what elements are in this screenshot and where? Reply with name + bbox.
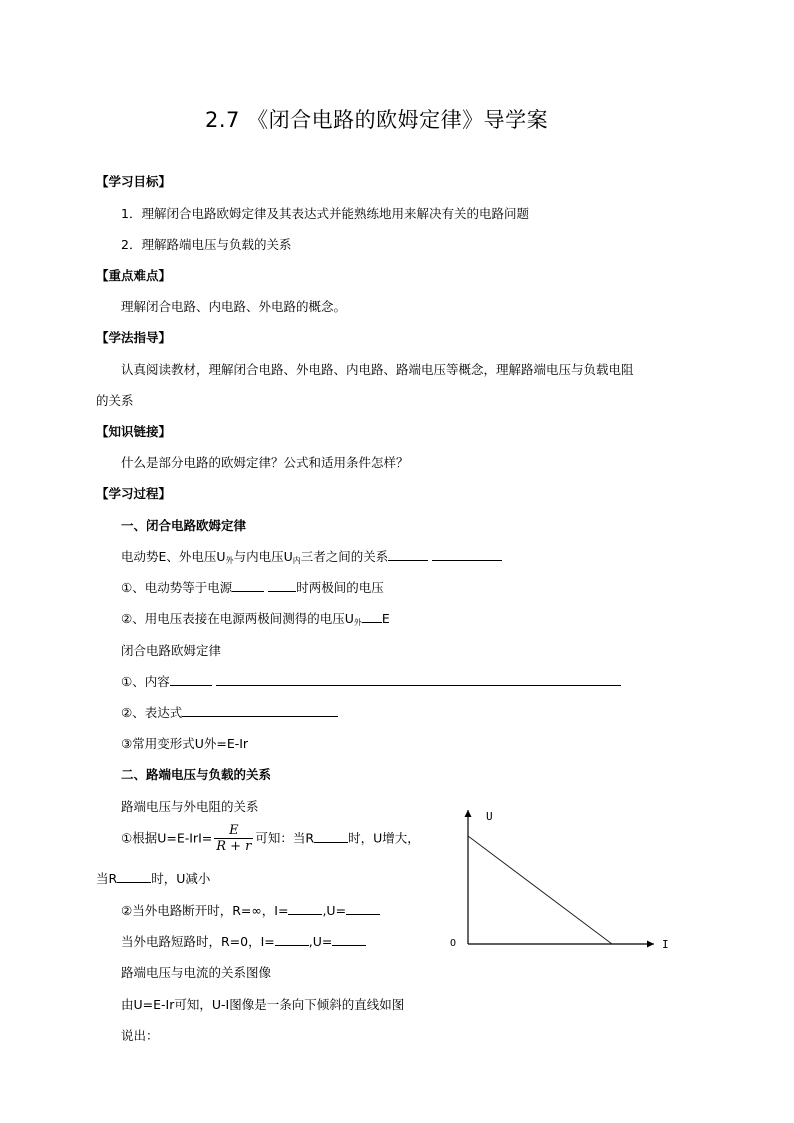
link-heading: 【知识链接】 — [96, 424, 172, 439]
emf-suffix: 时两极间的电压 — [296, 580, 384, 595]
expr-blank[interactable] — [182, 703, 338, 717]
meter-line — [121, 609, 390, 628]
relation-sub-1: 外 — [225, 556, 234, 565]
basis-suffix: 时，U增大， — [348, 830, 420, 846]
part2-heading: 二、路端电压与负载的关系 — [121, 767, 272, 782]
basis-line — [121, 823, 420, 855]
expr-label: ②、表达式 — [121, 705, 183, 720]
relation-line — [121, 547, 502, 566]
explain-line: 说出： — [121, 1028, 159, 1043]
goal-item-1: 1．理解闭合电路欧姆定律及其表达式并能熟练地用来解决有关的电路问题 — [121, 206, 529, 221]
open-circuit-line — [121, 901, 380, 919]
goal-item-2: 2．理解路端电压与负载的关系 — [121, 237, 292, 252]
meter-blank[interactable] — [362, 609, 382, 623]
method-line-1: 认真阅读教材，理解闭合电路、外电路、内电路、路端电压等概念，理解路端电压与负载电阻 — [121, 362, 634, 377]
u-i-graph — [440, 800, 680, 960]
short-mid: ,U= — [308, 934, 333, 949]
emf-blank-2[interactable] — [268, 578, 296, 592]
short-circuit-line — [121, 932, 366, 950]
when-prefix: 当R — [96, 871, 118, 886]
meter-suffix: E — [381, 611, 390, 626]
short-prefix: 当外电路短路时，R=0，I= — [121, 934, 275, 949]
relation-blank-2[interactable] — [432, 547, 502, 561]
part2-intro: 路端电压与外电阻的关系 — [121, 799, 259, 814]
method-line-2: 的关系 — [96, 393, 134, 408]
key-heading: 【重点难点】 — [96, 268, 172, 283]
when-line — [96, 869, 210, 887]
basis-blank[interactable] — [314, 829, 348, 843]
ui-heading: 路端电压与电流的关系图像 — [121, 965, 272, 980]
relation-blank-1[interactable] — [388, 547, 428, 561]
meter-prefix: ②、用电压表接在电源两极间测得的电压U — [121, 611, 354, 626]
short-blank-1[interactable] — [275, 932, 309, 946]
emf-blank-1[interactable] — [232, 578, 264, 592]
relation-sub-2: 内 — [292, 556, 301, 565]
variant-line: ③常用变形式U外=E-Ir — [121, 736, 249, 751]
content-blank-1[interactable] — [170, 672, 212, 686]
basis-prefix: ①根据U=E-IrI= — [121, 830, 213, 846]
link-text: 什么是部分电路的欧姆定律？公式和适用条件怎样？ — [121, 455, 409, 470]
open-blank-2[interactable] — [346, 901, 380, 915]
relation-suffix: 三者之间的关系 — [300, 549, 389, 564]
ui-text: 由U=E-Ir可知，U-I图像是一条向下倾斜的直线如图 — [121, 997, 405, 1012]
emf-line — [121, 578, 384, 596]
document-title: 2.7 《闭合电路的欧姆定律》导学案 — [205, 108, 549, 132]
meter-sub: 外 — [353, 618, 362, 627]
expr-line — [121, 703, 338, 721]
open-prefix: ②当外电路断开时，R=∞，I= — [121, 903, 289, 918]
when-blank[interactable] — [117, 869, 151, 883]
open-blank-1[interactable] — [288, 901, 322, 915]
open-mid: ,U= — [322, 903, 347, 918]
content-blank-2[interactable] — [216, 672, 621, 686]
relation-mid: 与内电压U — [233, 549, 293, 564]
content-line — [121, 672, 621, 690]
key-text: 理解闭合电路、内电路、外电路的概念。 — [121, 299, 347, 314]
u-i-line — [468, 836, 612, 944]
relation-prefix: 电动势E、外电压U — [121, 549, 226, 564]
origin-label: O — [450, 938, 457, 949]
fraction-denominator: R + r — [216, 839, 252, 854]
content-label: ①、内容 — [121, 674, 170, 689]
when-suffix: 时，U减小 — [151, 871, 211, 886]
y-axis-label: U — [486, 810, 493, 823]
emf-prefix: ①、电动势等于电源 — [121, 580, 233, 595]
short-blank-2[interactable] — [332, 932, 366, 946]
law-heading: 闭合电路欧姆定律 — [121, 643, 222, 658]
fraction-numerator: E — [229, 823, 239, 838]
fraction — [214, 823, 253, 855]
process-heading: 【学习过程】 — [96, 486, 172, 501]
part1-heading: 一、闭合电路欧姆定律 — [121, 518, 247, 533]
method-heading: 【学法指导】 — [96, 330, 172, 345]
basis-mid: 可知：当R — [255, 830, 315, 846]
goal-heading: 【学习目标】 — [96, 174, 172, 189]
x-axis-label: I — [662, 938, 669, 951]
